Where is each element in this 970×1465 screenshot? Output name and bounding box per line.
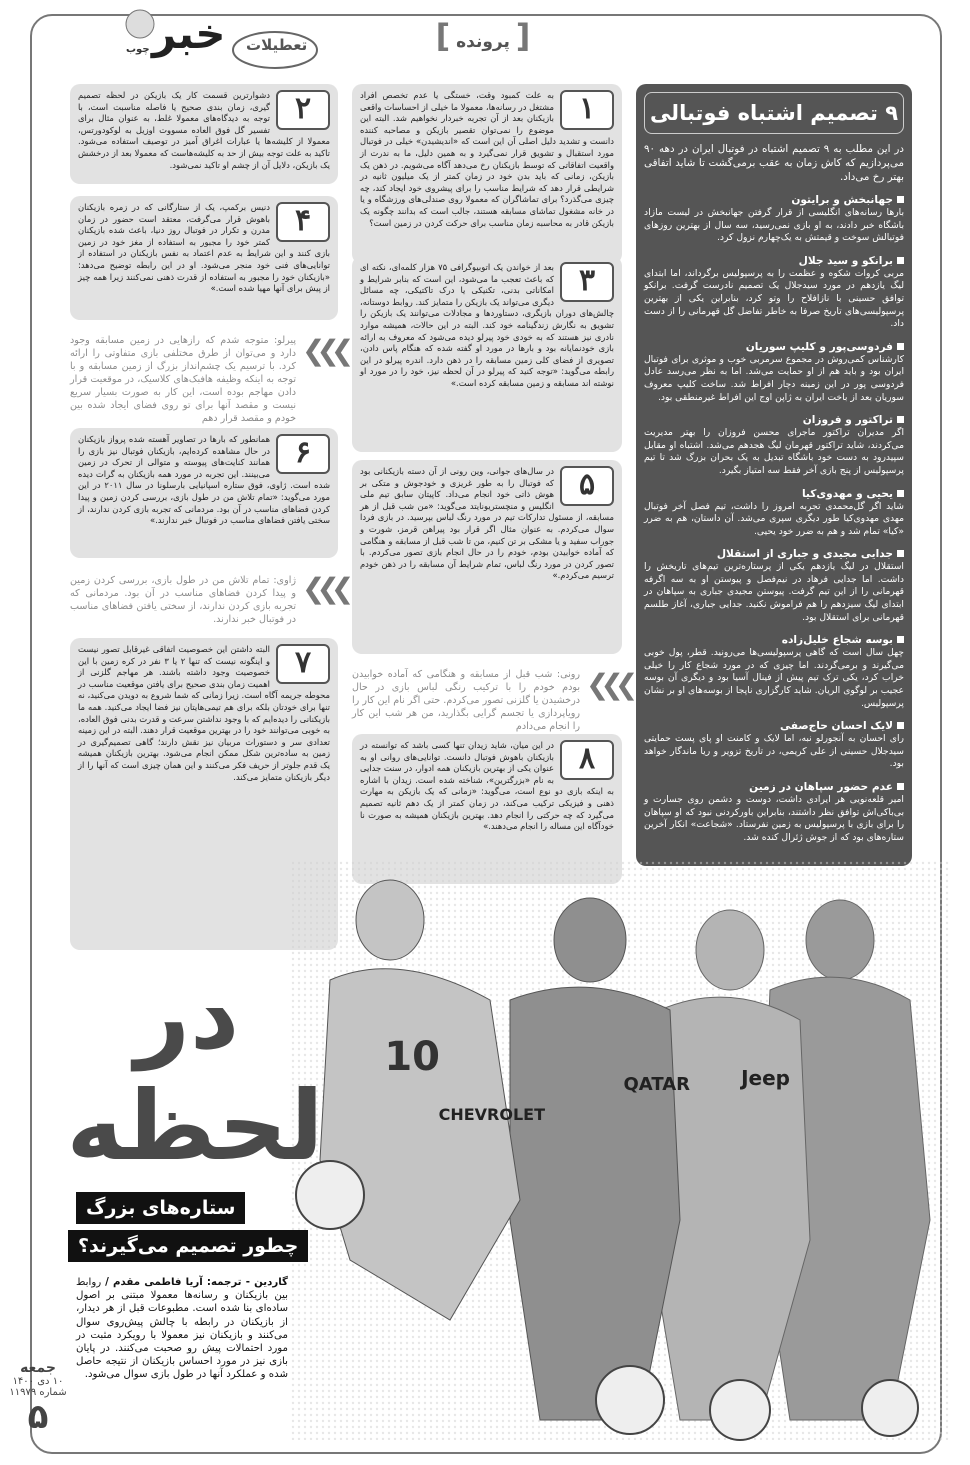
quote-rooney: رونی: شب قبل از مسابقه و هنگامی که آماده خوابیدن بودم خودم را با ترکیب رنگی لباس بازی در حال درخشیدن یا گلزنی تصور می‌کردم. حتی اگر نام این کار را رویاپردازی یا تجسم گرایی بگذارید، من هر شب این کار را انجام می‌دادم: [352, 669, 580, 732]
shirt-brand: Jeep: [741, 1066, 790, 1090]
card-number: ۲: [276, 90, 330, 130]
chevron-left-icon: ❮❮❮: [586, 668, 630, 701]
subtitle-line-2: چطور تصمیم می‌گیرند؟: [68, 1230, 308, 1262]
section-title: برانکو و سید جلال: [798, 254, 893, 267]
ball-icon: [710, 1380, 770, 1440]
issue-number: شماره ۱۱۹۷۹: [9, 1387, 67, 1398]
shirt-brand: CHEVROLET: [438, 1105, 545, 1124]
card-5: [352, 460, 622, 654]
section-item: [644, 193, 904, 245]
section-item: [644, 340, 904, 404]
section-item: [644, 780, 904, 844]
section-item: [644, 413, 904, 477]
logo: [60, 6, 320, 72]
ball-icon: [862, 1380, 918, 1436]
section-item: [644, 254, 904, 331]
section-title: یحیی و مهدوی‌کیا: [801, 487, 893, 500]
section-text: امیر قلعه‌نویی هر ایرادی داشت، دوست و دشمن روی جسارت و بی‌باکی‌اش توافق نظر داشتند، بنابراین باورکردنی نبود که او سپاهان را برای بازی با پرسپولیس به زمین نفرستاد. «شجاعت» انکار آخرین ستاره‌های بود که از جوش ژئرال کنده شد.: [644, 794, 904, 843]
issue-day: جمعه: [20, 1360, 56, 1376]
section-title: عدم حضور سپاهان در زمین: [749, 781, 893, 793]
players-photo: [290, 860, 950, 1440]
card-text: البته داشتن این خصوصیت اتفاقی غیرقابل تصور نیست و اینگونه نیست که تنها ۲ یا ۳ نفر در کره زمین با این خصوصیت وجود داشته باشند. هر مهاجم گلزنی از اهمیت زمان بندی صحیح برای یافتن موقعیت مناسب در محوطه جریمه آگاه است. زیرا زمانی که شما شروع به دویدن می‌کنید، نه تنها برای خودتان بلکه برای هم تیمی‌هایتان نیز فضا ایجاد می‌کنید. همه ما بازیکنانی را دیده‌ایم که با وجود نداشتن سرعت و قدرت بدنی فوق العاده، به خوبی می‌توانند خود را در بهترین موقعیت قرار دهند. البته در این زمینه تعدادی سر و دستورات مربیان نیز نقش دارند؛ گاهی تصمیم‌گیری در زمین به ساده‌ترین شکل ممکن انجام می‌شود. بهترین بازیکنان همیشه یک قدم جلوتر از حریف فکر می‌کنند و این همان چیزی است که آنها را از دیگر بازیکنان متمایز می‌کند.: [78, 644, 330, 782]
section-item: [644, 633, 904, 710]
section-title: فردوسی‌پور و کلیپ سوریان: [745, 340, 893, 353]
main-title: ۹ تصمیم اشتباه فوتبالی: [644, 92, 904, 134]
card-number: ۵: [560, 466, 614, 506]
section-title: بوسه شجاع خلیل‌زاده: [781, 634, 893, 647]
chevron-left-icon: ❮❮❮: [302, 572, 346, 605]
card-1: [352, 84, 622, 264]
card-text: در این میان، شاید زیدان تنها کسی باشد که توانسته در بازیکنان باهوش فوتبال دانست. توانایی‌های روانی او به عنوان یکی از بهترین بازیکنان همه ادوار، در سنت جدایی به نام «بزرگترین»، شناخته شده است. زیدان با اشاره به اینکه بازی دو نوع است، می‌گوید: «زمانی که یک بازیکن به مهارت ذهنی و فیزیکی ترکیب می‌کند، در زمان کمتر از یک دهم ثانیه تصمیم می‌گیرد که چه حرکتی را انجام دهد. بهترین بازیکنان همیشه به صورت نا خودآگاه این مساله را انجام می‌دهند.»: [360, 740, 614, 832]
ball-icon: [596, 1366, 664, 1434]
section-title: لایک احسان حاج‌صفی: [780, 720, 893, 733]
section-text: رای احسان به آنجورلو نبه، اما لایک و کامنت او پای پست حمایتی سیدجلال حسینی از علی کریمی، در تاریخ تزویر و ریا ماندگار خواهد بود.: [644, 733, 904, 770]
headline-top: در: [134, 959, 240, 1071]
card-text: به علت کمبود وقت، خستگی یا عدم تخصص افراد مشتغل در رسانه‌ها، معمولا ما خیلی از احساسات واقعی بازیکنان بعد از آن تجربه خبردار نخواهیم شد. البته این موضوع را نمی‌توان تقصیر بازیکن و مصاحبه کننده دانست و تشدید دلیل اصلی آن این است که «اندیشیدن» خیلی در فوتبال مورد استقبال و تشویق قرار نمی‌گیرد و به همین دلیل، ما به ندرت از واقعیت اتفاقاتی که توسط بازیکنان رخ می‌دهد آگاه می‌شویم. در ذهن یک بازیکن، زمانی که باید بدن خود در زمان کمتر از یک میلیون ثانیه در شرایطی قرار دهد که شرایط مناسب را برای پیشروی خود ایجاد کند، چه چیزی می‌گذرد؟ برای تماشاگران که معمولا روی صندلی‌های ورزشگاه و یا در خانه مشغول تماشای مسابقه هستند، جالب است که بدانند چگونه یک بازیکن قادر به محاسبه زمان مناسب برای حرکت کردن در زمین است؟: [360, 90, 614, 228]
main-intro: در این مطلب به ۹ تصمیم اشتباه در فوتبال ایران در دهه ۹۰ می‌پردازیم که کاش زمان به عقب برمی‌گشت تا شاید اتفاقی بهتر رخ می‌داد.: [644, 143, 904, 183]
card-text: دشوارترین قسمت کار یک بازیکن در لحظه تصمیم گیری، زمان بندی صحیح یا فاصله مناسبت است، با توجه به دیدگاه‌های معمولا غلط، به عنوان مثال برای تفسیر گل فوق العاده مسووت اوزیل به لوکودورتس، معمولا از کلیشه‌ها یا عبارات اغراق آمیز در توصیف استفاده می‌شود. تاکید به علت توجه بیش از حد به کلیشه‌هاست که معمولا بعد از درخشش یک بازیکن، دلایل آن از چشم او تاکید نمی‌شود.: [78, 90, 330, 170]
section-tag: [ پرونده ]: [435, 17, 531, 55]
main-panel: [636, 84, 912, 866]
quote-pirlo: پیرلو: متوجه شدم که رازهایی در زمین مسابقه وجود دارد و می‌توان از طرق مختلفی بازی متفاوتی را ارائه کرد. با ترسیم یک چشم‌انداز بزرگ از زمین مسابقه و با توجه به اینکه وظیفه هافبک‌های کلاسیک، در موقعیت قرار دادن مهاجم بوده است، این کار به صورت بسیار سریع نیست و مقصد آنها برای تو روی فضای ایجاد شده بین خودم و مقصد قرار دهم: [70, 335, 296, 424]
card-6: [70, 428, 338, 558]
logo-prefix: تعطیلات: [246, 36, 308, 54]
logo-word: خبر: [152, 9, 226, 58]
lead-text: روابط بین بازیکنان و رسانه‌ها معمولا مبتنی بر اصول ساده‌ای بنا شده است. مطبوعات قبل از هر دیدار، از بازیکنان در رابطه با چالش پیش‌روی سوال می‌کنند و بازیکنان نیز معمولا با رویکرد مثبت در مورد احتمالات پیش رو صحبت می‌کنند. در پایان بازی نیز در مورد احساس بازیکنان از نتیجه حاصل شده و عملکرد آنها در طول بازی سوال می‌شود.: [76, 1277, 288, 1381]
feature-lead: [76, 1276, 288, 1382]
card-number: ۷: [276, 644, 330, 684]
section-text: شاید اگر گل‌محمدی تجربه امروز را داشت، تیم فصل آخر فوتبال مهدی مهدوی‌کیا طور دیگری سپری می‌شد. آن داستان، هم به ضرر «کیا» تمام شد و هم به ضرر خود یحیی.: [644, 500, 904, 537]
card-number: ۸: [560, 740, 614, 780]
quote-xavi: ژاوی: تمام تلاش من در طول بازی، بررسی کردن زمین و پیدا کردن فضاهای مناسب در آن بود. مردمانی که تجربه بازی کردن ندارند، از سختی یافتن فضاهای مناسب در فوتبال خبر ندارند.: [70, 575, 296, 625]
section-text: بارها رسانه‌های انگلیسی از قرار گرفتن جهانبخش در لیست مازاد باشگاه خبر دادند، به او بازی نمی‌رسید، سه سال از بهترین روزهای فوتبالش سوخت و قیمتش به یک‌چهارم نزول کرد.: [644, 207, 904, 244]
section-title: تراکتور و فروزان: [802, 414, 893, 427]
card-text: همانطور که بارها در تصاویر آهسته شده پرواز بازیکنان در حال مشاهده کرده‌ایم، بازیکنان فوتبال نیز بازی را همانند کنایت‌های پیوسته و متوالی از تحرک در زمین می‌بینند. این تجربه در مورد همه بازیکنان به گرات دیده شده است. ژاوی، فوق ستاره اسپانیایی بارسلونا در سال ۲۰۱۱ در این مورد می‌گوید: «تمام تلاش من در طول بازی، بررسی کردن زمین و پیدا کردن فضاهای مناسب در آن بود. مردمانی که تجربه بازی کردن ندارند، از سختی یافتن فضاهای مناسب در فوتبال خبر ندارند.»: [78, 434, 330, 526]
card-4: [70, 196, 338, 320]
issue-info: [6, 1360, 70, 1436]
page-number: ۵: [27, 1397, 49, 1437]
section-label: پرونده: [456, 32, 510, 52]
section-text: مربی کروات شکوه و عظمت را به پرسپولیس برگرداند، اما ابتدای لیگ یازدهم در مورد سیدجلال یک تصمیم نادرست گرفت. برانکو توافق حسینی با نازافلاح را وتو کرد، بنابراین یکی از بهترین پرسپولیسی‌های تاریخ صرفا به خاطر تفاضل گل قهرمانی را از دست داد.: [644, 267, 904, 330]
card-text: دنیس برکمپ، یک از ستارگانی که در زمره بازیکنان باهوش قرار می‌گرفت، معتقد است حضور در زمان مدرن و تکرار در فوتبال روز دنیا، باعث شده بازیکنان کمتر خود را مجبور به استفاده از مغز خود در زمین بازی کنند و این شرایط به عدم اعتماد به نفس بازیکنان در استفاده از توانایی‌های فنی خود منجر می‌شود. او در این رابطه توضیح می‌دهد: «بازیکنان خود را مجبور به استفاده از قدرت ذهنی نمی‌کنند زیرا همه چیز از پیش برای آنها مهیا شده است.»: [78, 202, 330, 294]
issue-date: ۱۰ دی ۱۴۰۰: [12, 1376, 64, 1387]
card-number: ۳: [560, 262, 614, 302]
section-text: کارشناس کمی‌روش در مجموع سرمربی خوب و موثری برای فوتبال ایران بود و باید هم از او حمایت می‌شد. اما به نظر می‌رسد عادل فردوسی پور در این زمینه دچار افراط شد. ساخت کلیپ معروف سوریان بعد از باخت ایران به ژاپن اوج این افراط غیرمنطقی بود.: [644, 353, 904, 403]
section-item: [644, 547, 904, 624]
section-text: چهل سال است که گاهی پرسپولیسی‌ها می‌رونید. قطر، پول خوبی می‌گیرند و برمی‌گردند. اما چیزی که در مورد شجاع کار را خیلی خراب کرد، یکی ترک تیم پیش از فینال آسیا بود و دیگری آن بوسه عجیب بر لوگوی الریان. شاید کارگزاری ناپجا از بوسه‌های او بر نشان پرسپولیس.: [644, 647, 904, 709]
card-text: در سال‌های جوانی، وین رونی از آن دسته بازیکنانی بود که فوتبال را به طور غریزی و خودجوش و متکی بر هوش ذاتی خود انجام می‌داد. کاپیتان سابق تیم ملی انگلیس و منچستریونایتد می‌گوید: «من شب قبل از هر مسابقه، از مسئول تدارکات تیم در مورد رنگ لباس بپرسید. در بازی فردا سوال می‌کردم. به عنوان مثال اگر قرار بود پیراهن قرمز، شورت و جوراب سفید و یا مشکی بر تن کنیم، من تا شب قبل از مسابقه و هنگامی که آماده خوابیدن بودم، خودم را در حال انجام بازی تصور می‌کردم. با تصور کردن در مورد رنگ لباس، تمام شرایط آن مسابقه را در ذهن خودم ترسیم می‌کردم.»: [360, 466, 614, 581]
section-title: جهانبخش و برایتون: [791, 194, 893, 206]
section-item: [644, 487, 904, 539]
section-item: [644, 719, 904, 771]
section-text: اگر مدیران تراکتور ماجرای محسن فروزان را بهتر مدیریت می‌کردند، شاید تراکتور قهرمان لیگ هجدهم می‌شد. اشتباه او مقابل سپیدرود به دست خود باشگاه تبدیل به یک بحران بزرگ شد تا تیم پرسپولیس از پنج بازی آخر فقط سه امتیاز بگیرد.: [644, 427, 904, 476]
card-3: [352, 256, 622, 452]
headline-bottom: لحظه: [66, 1070, 324, 1182]
logo-small: چوب: [126, 44, 150, 55]
card-number: ۴: [276, 202, 330, 242]
chevron-left-icon: ❮❮❮: [302, 334, 346, 367]
byline: گاردین - ترجمه: آریا فاطمی مقدم /: [105, 1277, 288, 1288]
card-text: بعد از خواندن یک اتوبیوگرافی ۷۵ هزار کلمه‌ای، نکته ای که باعث تعجب ما می‌شود، این است که بنابر شرایط و امکاناتی بدنی، تکنیکی یا درک تاکتیکی، چه مسائل دیگری می‌تواند یک بازیکن را متمایز کند. روابط دوستانه، چالش‌های دوران بازیگری، دستاوردها و مجادلات می‌توانند یک بازیکن را تشویق به نگارش زندگینامه خود کند. البته در این حالات، همیشه موارد نادری نیز هستند که به خودی خود پیرلو دیده می‌شود که معروف به ارائه بازی خودنمایانه بود و بارها در مورد او گفته شده که هنگام پاس دادن، تصویری از فضای کلی زمین مسابقه را در ذهن دارد. اندره پیرلو در این رابطه می‌گوید: «توجه کنید که پیرلو در آن لحظه نیز، خود را در مورد او نوشته اند مسابقه و زمین مسابقه کرده است.»: [360, 262, 614, 388]
section-text: استقلال در لیگ یازدهم یکی از پرستاره‌ترین تیم‌های تاریخش را داشت. اما جدایی فرهاد در نیم‌فصل و پیوستن او به سه اگرفه قهرمانی را از این تیم گرفت. پیوستن مجیدی جباری به سپاهان در ابتدای لیگ سیزدهم را هم فراموش نکنید. جدایی جباری، آغاز طلسم قهرمانی برای استقلال بود.: [644, 561, 904, 623]
shirt-number: 10: [384, 1034, 440, 1080]
card-2: [70, 84, 338, 184]
section-title: جدایی مجیدی و جباری از استقلال: [716, 548, 893, 561]
subtitle-line-1: ستاره‌های بزرگ: [76, 1192, 245, 1224]
card-number: ۱: [560, 90, 614, 130]
card-number: ۶: [276, 434, 330, 474]
shirt-brand: QATAR: [623, 1074, 690, 1095]
